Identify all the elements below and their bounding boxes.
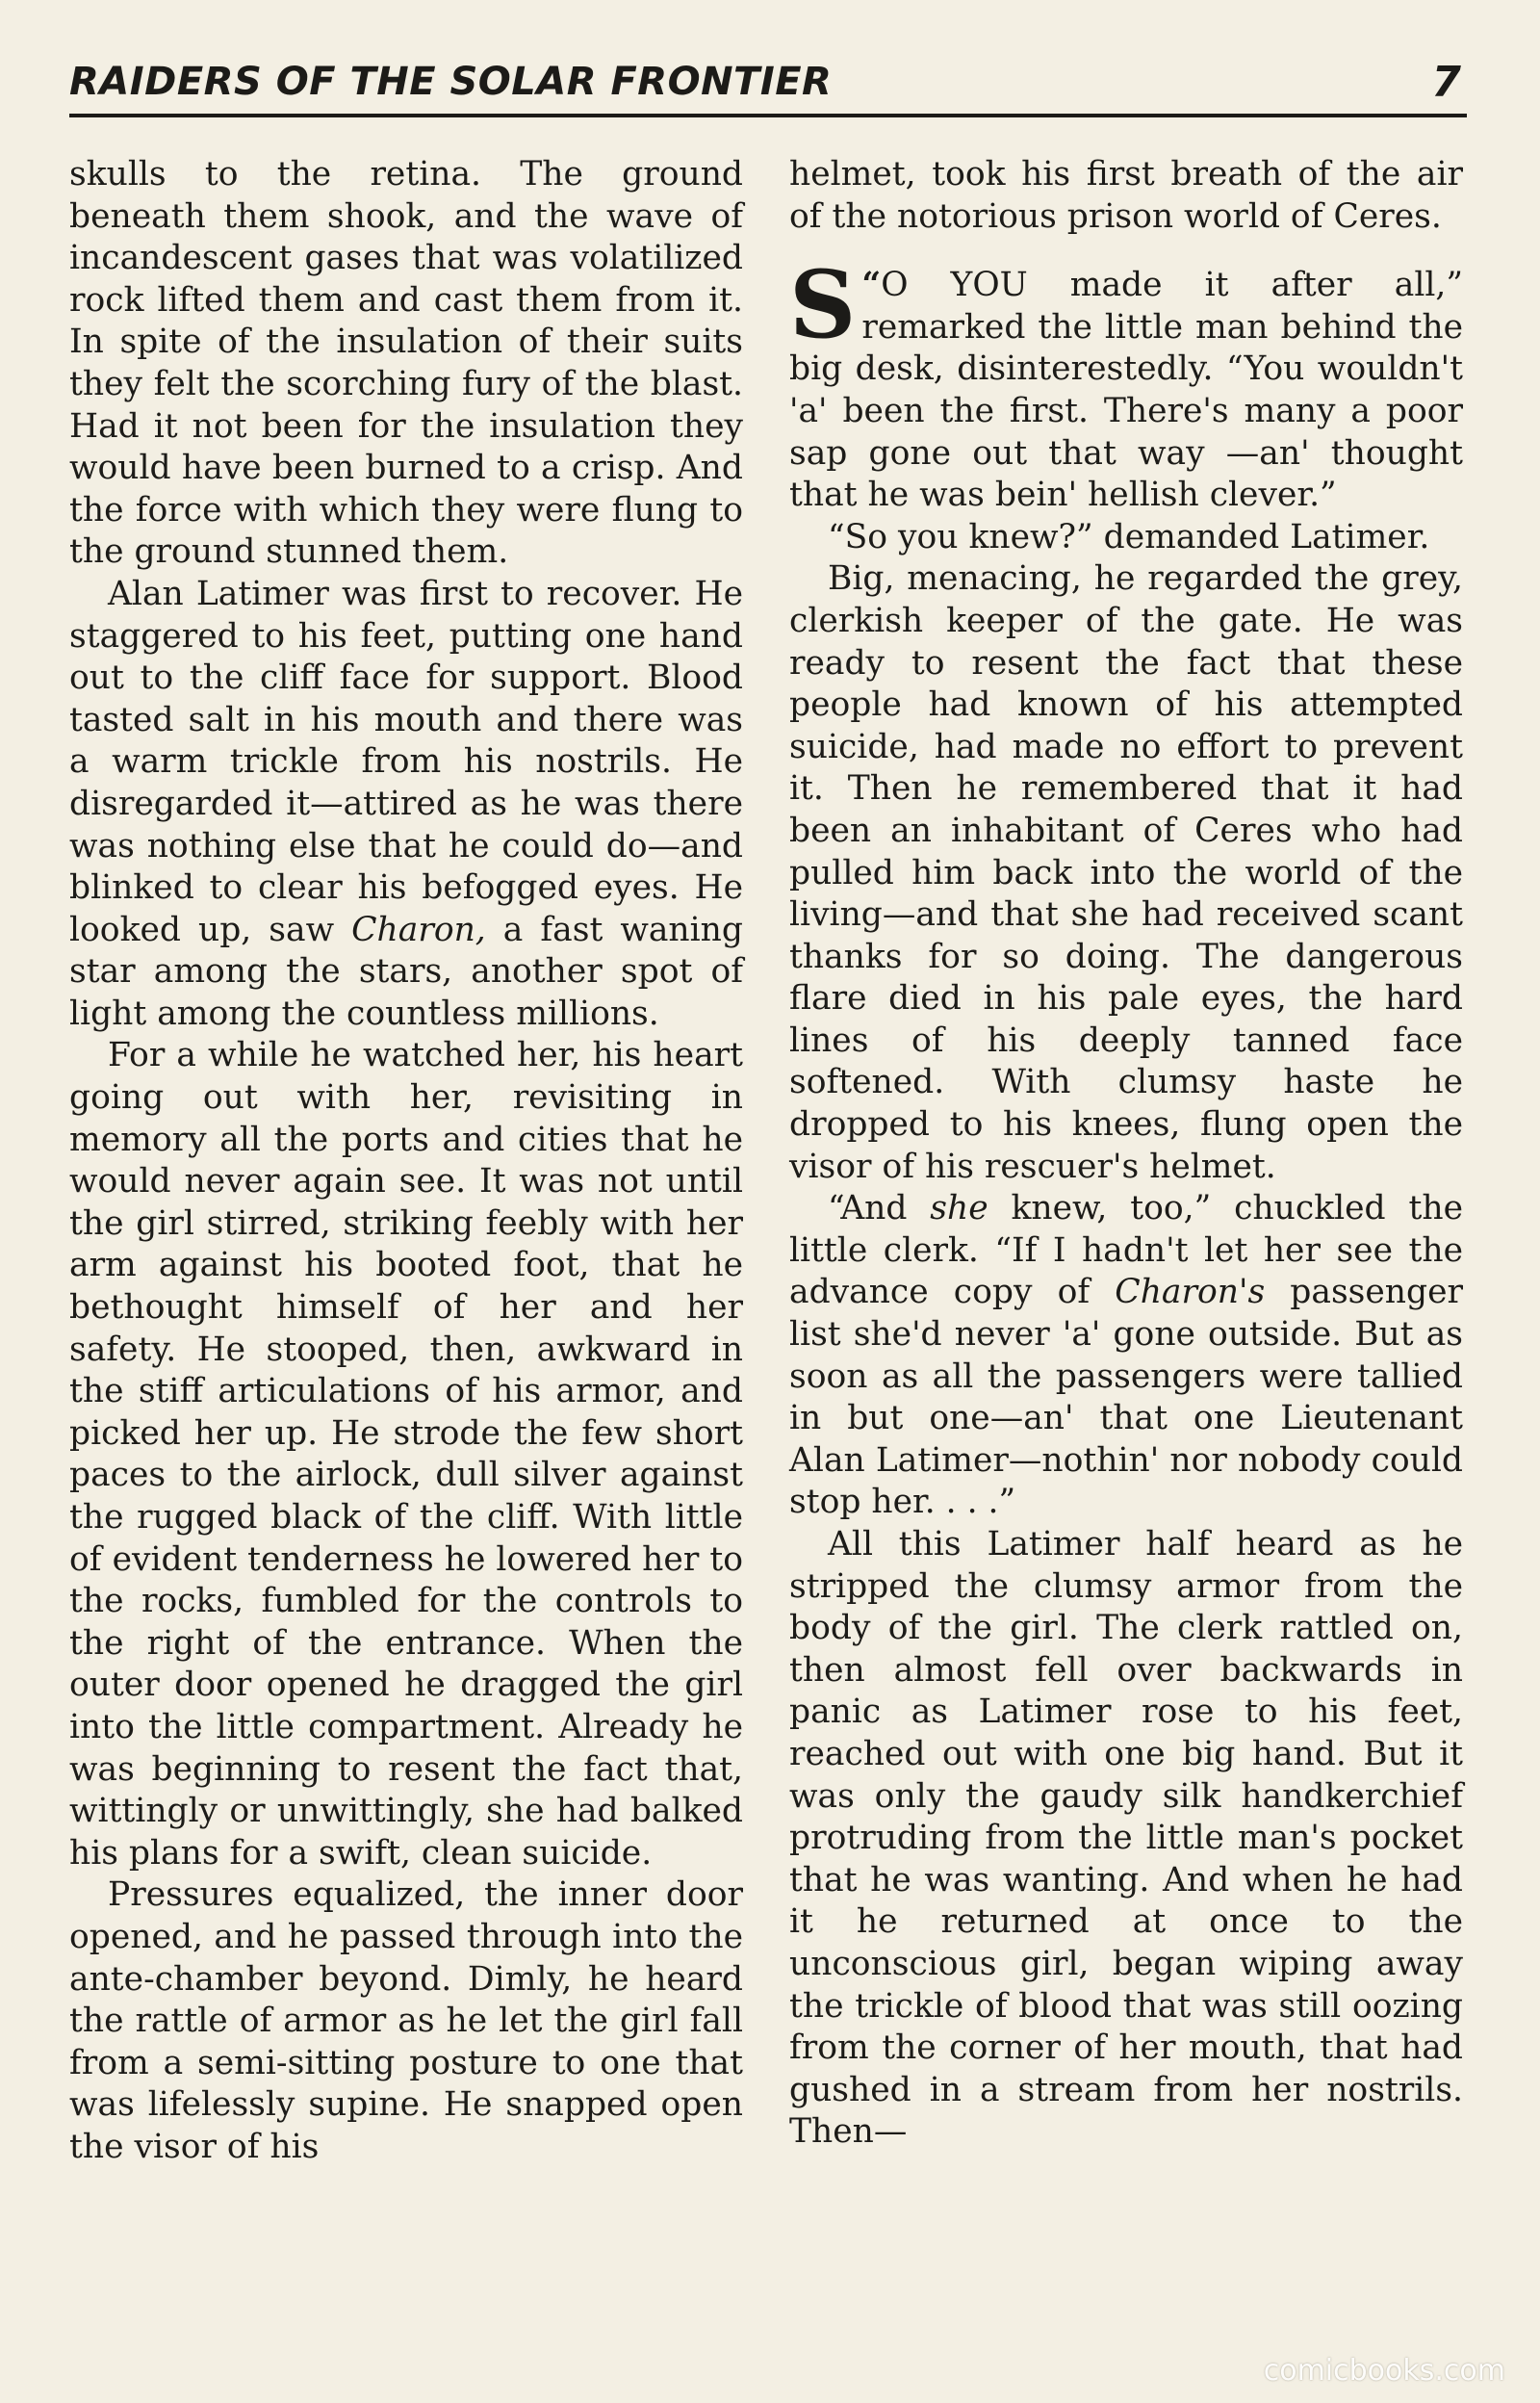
drop-cap: S bbox=[789, 250, 857, 360]
text-run: O YOU made it after all,” remarked the little man behind the big desk, disinterestedly. “You wouldn't 'a' been the first. There's many a poor sap gone out that way —an' thought that he was bein' hellish clever.” bbox=[789, 266, 1463, 515]
paragraph: Big, menacing, he regarded the grey, clerkish keeper of the gate. He was ready to resent the fact that these people had known of his attempted suicide, had made no effort to prevent it. Then he remembered that it had been an inhabitant of Ceres who had pulled him back into the world of the living—and that she had received scant thanks for so doing. The dangerous flare died in his pale eyes, the hard lines of his deeply tanned face softened. With clumsy haste he dropped to his knees, flung open the visor of his rescuer's helmet. bbox=[789, 559, 1463, 1186]
paragraph: All this Latimer half heard as he stripped the clumsy armor from the body of the girl. The clerk rattled on, then almost fell over backwards in panic as Latimer rose to his feet, reached out with one big hand. But it was only the gaudy silk handkerchief protruding from the little man's pocket that he was wanting. And when he had it he returned at once to the unconscious girl, began wiping away the trickle of blood that was still oozing from the corner of her mouth, that had gushed in a stream from her nostrils. Then— bbox=[789, 1525, 1463, 2152]
text-run: passenger list she'd never 'a' gone outside. But as soon as all the passengers were tallied in but one—an' that one Lieutenant Alan Latimer—nothin' nor nobody could stop her. . . .” bbox=[789, 1273, 1463, 1522]
page-header bbox=[69, 56, 1467, 116]
header-rule bbox=[69, 114, 1467, 117]
text-run: Alan Latimer was first to recover. He staggered to his feet, putting one hand out to the cliff face for support. Blood tasted salt in his mouth and there was a warm trickle from his nostrils. He disregarded it—attired as he was there was nothing else that he could do—and blinked to clear his befogged eyes. He looked up, saw bbox=[69, 574, 743, 949]
paragraph: helmet, took his first breath of the air of the notorious prison world of Ceres. bbox=[789, 155, 1463, 236]
section-opening-paragraph bbox=[789, 250, 1463, 517]
paragraph: “So you knew?” demanded Latimer. bbox=[828, 517, 1430, 556]
text-run: a fast waning star among the stars, another spot of light among the countless millions. bbox=[69, 910, 743, 1033]
paragraph bbox=[789, 1188, 1463, 1524]
page-number: 7 bbox=[1431, 58, 1461, 107]
running-title: RAIDERS OF THE SOLAR FRONTIER bbox=[69, 60, 833, 104]
left-column bbox=[69, 154, 743, 2169]
paragraph: skulls to the retina. The ground beneath them shook, and the wave of incandescent gases that was volatilized rock lifted them and cast them from it. In spite of the insulation of their suits they felt the scorching fury of the blast. Had it not been for the insulation they would have been burned to a crisp. And the force with which they were flung to the ground stunned them. bbox=[69, 155, 743, 572]
watermark: comicbooks.com bbox=[1263, 2354, 1505, 2388]
opening-quote: “ bbox=[861, 266, 882, 305]
right-column bbox=[789, 154, 1463, 2154]
italic-word: she bbox=[930, 1189, 988, 1228]
text-run: knew, too,” chuckled the little clerk. “If I hadn't let her see the advance copy of bbox=[789, 1189, 1463, 1312]
paragraph: For a while he watched her, his heart going out with her, revisiting in memory all the ports and cities that he would never again see. It was not until the girl stirred, striking feebly with her arm against his booted foot, that he bethought himself of her and her safety. He stooped, then, awkward in the stiff articulations of his armor, and picked her up. He strode the few short paces to the airlock, dull silver against the rugged black of the cliff. With little of evident tenderness he lowered her to the rocks, fumbled for the controls to the right of the entrance. When the outer door opened he dragged the girl into the little compartment. Already he was beginning to resent the fact that, wittingly or unwittingly, she had balked his plans for a swift, clean suicide. bbox=[69, 1036, 743, 1873]
paragraph bbox=[69, 574, 743, 1036]
italic-ship-name: Charon, bbox=[351, 910, 486, 949]
italic-ship-name: Charon's bbox=[1115, 1273, 1266, 1312]
paragraph: Pressures equalized, the inner door opened, and he passed through into the ante-chamber beyond. Dimly, he heard the rattle of armor as he let the girl fall from a semi-sitting posture to one that was lifelessly supine. He snapped open the visor of his bbox=[69, 1875, 743, 2166]
text-run: “And bbox=[828, 1189, 931, 1228]
